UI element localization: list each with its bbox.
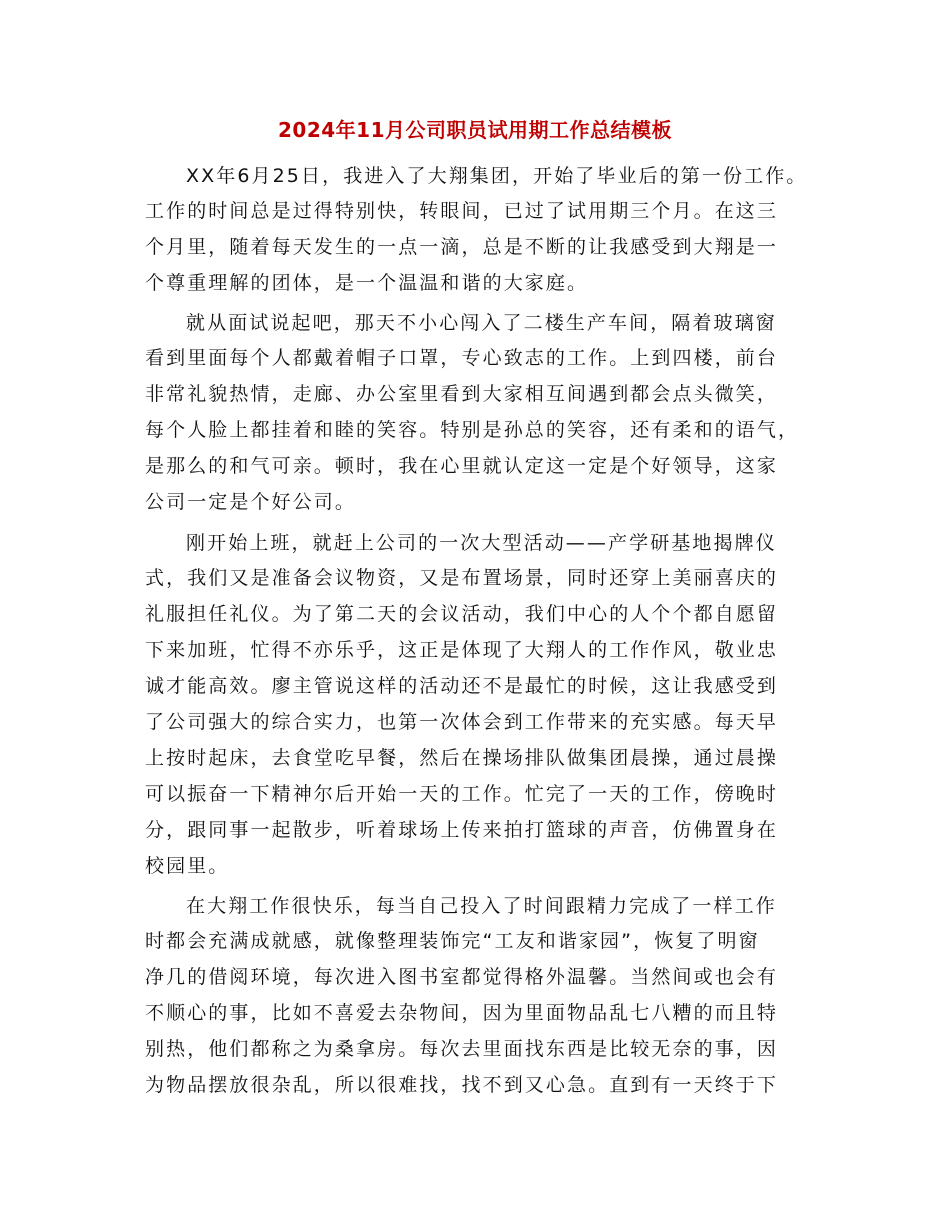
document-title: 2024年11月公司职员试用期工作总结模板 [278,118,672,142]
paragraph-line: XX年6月25日，我进入了大翔集团，开始了毕业后的第一份工作。 [186,165,808,187]
paragraph-line: 看到里面每个人都戴着帽子口罩，专心致志的工作。上到四楼，前台 [145,347,779,369]
paragraph-line: 式，我们又是准备会议物资，又是布置场景，同时还穿上美丽喜庆的 [145,567,779,589]
paragraph-line: 校园里。 [145,855,230,877]
paragraph-line: 就从面试说起吧，那天不小心闯入了二楼生产车间，隔着玻璃窗 [186,312,777,334]
paragraph-line: 下来加班，忙得不亦乐乎，这正是体现了大翔人的工作作风，敬业忠 [145,639,779,661]
paragraph-line: 为物品摆放很杂乱，所以很难找，找不到又心急。直到有一天终于下 [145,1074,779,1096]
paragraph-line: 分，跟同事一起散步，听着球场上传来拍打篮球的声音，仿佛置身在 [145,819,779,841]
paragraph-line: 了公司强大的综合实力，也第一次体会到工作带来的充实感。每天早 [145,711,779,733]
paragraph-line: 诚才能高效。廖主管说这样的活动还不是最忙的时候，这让我感受到 [145,675,779,697]
paragraph-line: 个月里，随着每天发生的一点一滴，总是不断的让我感受到大翔是一 [145,236,779,258]
paragraph-line: 在大翔工作很快乐，每当自己投入了时间跟精力完成了一样工作 [186,895,777,917]
paragraph-line: 每个人脸上都挂着和睦的笑容。特别是孙总的笑容，还有柔和的语气， [145,419,800,441]
paragraph-line: 公司一定是个好公司。 [145,491,357,513]
paragraph-line: 可以振奋一下精神尔后开始一天的工作。忙完了一天的工作，傍晚时 [145,783,779,805]
paragraph-line: 不顺心的事，比如不喜爱去杂物间，因为里面物品乱七八糟的而且特 [145,1002,779,1024]
paragraph-line: 是那么的和气可亲。顿时，我在心里就认定这一定是个好领导，这家 [145,455,779,477]
paragraph-line: 个尊重理解的团体，是一个温温和谐的大家庭。 [145,272,589,294]
paragraph-line: 时都会充满成就感，就像整理装饰完“工友和谐家园”，恢复了明窗 [145,930,760,952]
paragraph-line: 别热，他们都称之为桑拿房。每次去里面找东西是比较无奈的事，因 [145,1038,779,1060]
paragraph-line: 工作的时间总是过得特别快，转眼间，已过了试用期三个月。在这三 [145,200,779,222]
paragraph-line: 上按时起床，去食堂吃早餐，然后在操场排队做集团晨操，通过晨操 [145,747,779,769]
paragraph-line: 净几的借阅环境，每次进入图书室都觉得格外温馨。当然间或也会有 [145,966,779,988]
paragraph-line: 礼服担任礼仪。为了第二天的会议活动，我们中心的人个个都自愿留 [145,603,779,625]
paragraph-line: 非常礼貌热情，走廊、办公室里看到大家相互间遇到都会点头微笑， [145,383,779,405]
paragraph-line: 刚开始上班，就赶上公司的一次大型活动——产学研基地揭牌仪 [186,532,777,554]
